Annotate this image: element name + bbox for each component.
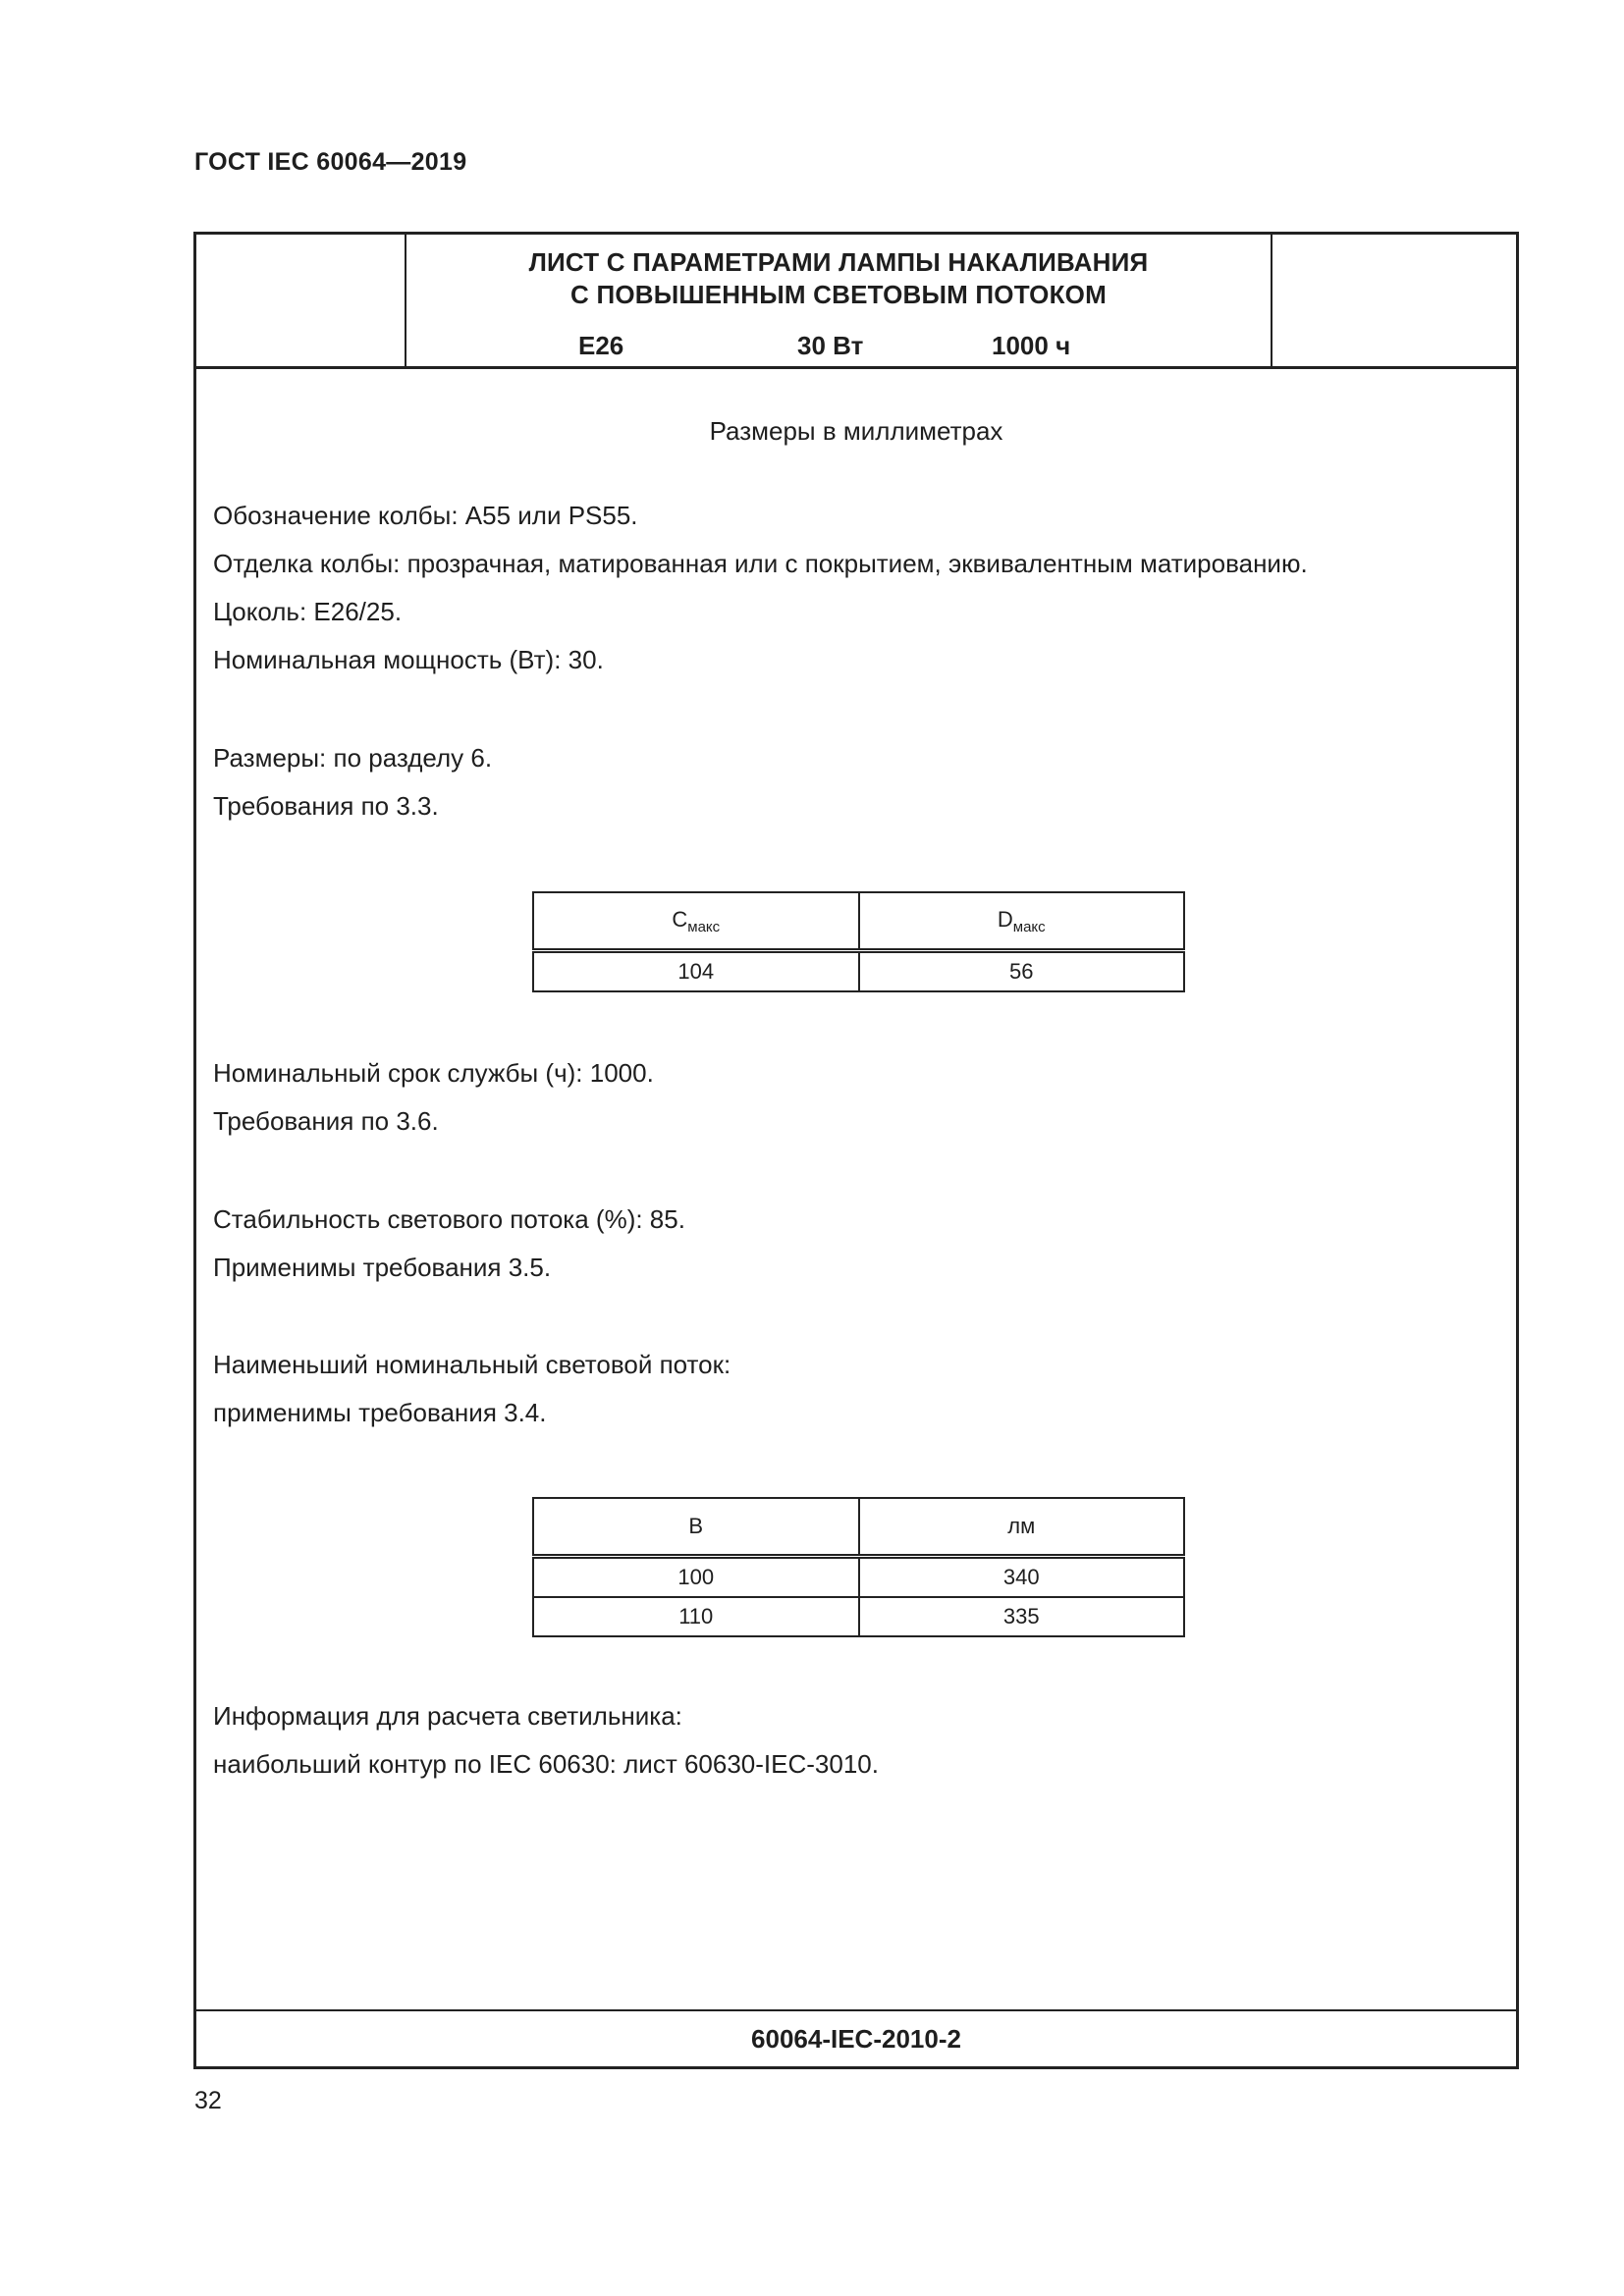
bulb-finish: Отделка колбы: прозрачная, матированная или с покрытием, эквивалентным матированию. (213, 549, 1308, 578)
table-header-row (533, 892, 1184, 951)
parameter-sheet-frame (193, 232, 1519, 2069)
header-left-cell (196, 235, 406, 366)
dimensions-table (532, 891, 1185, 992)
header-center-cell (406, 235, 1271, 366)
rated-life: Номинальный срок службы (ч): 1000. (213, 1058, 654, 1088)
lumen-value: 340 (859, 1557, 1185, 1598)
lumen-header: лм (859, 1498, 1185, 1557)
table-row (533, 1597, 1184, 1636)
flux-stability: Стабильность светового потока (%): 85. (213, 1204, 685, 1234)
cap-type: Цоколь: E26/25. (213, 597, 403, 626)
header-power: 30 Вт (797, 331, 864, 360)
d-max-header (859, 892, 1185, 951)
requirements-3-5: Применимы требования 3.5. (213, 1253, 552, 1282)
luminous-flux-table (532, 1497, 1185, 1637)
header-cap: E26 (578, 331, 624, 360)
units-note: Размеры в миллиметрах (709, 416, 1003, 446)
bulb-designation: Обозначение колбы: А55 или PS55. (213, 501, 638, 530)
d-letter: D (997, 906, 1013, 932)
table-row (533, 1557, 1184, 1598)
dimensions-ref: Размеры: по разделу 6. (213, 743, 493, 773)
c-letter: C (672, 906, 688, 932)
min-luminous-flux: Наименьший номинальный световой поток: (213, 1350, 731, 1379)
luminaire-info: Информация для расчета светильника: (213, 1701, 682, 1731)
document-header: ГОСТ IEC 60064—2019 (194, 148, 467, 176)
header-right-cell (1271, 235, 1516, 366)
header-life: 1000 ч (992, 331, 1071, 360)
sheet-code-footer: 60064-IEC-2010-2 (196, 2009, 1516, 2066)
table-header-row (533, 1498, 1184, 1557)
voltage-value: 110 (533, 1597, 859, 1636)
max-contour-ref: наибольший контур по IEC 60630: лист 60630-IEC-3010. (213, 1749, 879, 1779)
requirements-3-4: применимы требования 3.4. (213, 1398, 547, 1427)
sheet-header-row (196, 235, 1516, 369)
voltage-header: В (533, 1498, 859, 1557)
sheet-title: ЛИСТ С ПАРАМЕТРАМИ ЛАМПЫ НАКАЛИВАНИЯ С ПОВЫШЕННЫМ СВЕТОВЫМ ПОТОКОМ (528, 247, 1149, 309)
rated-power: Номинальная мощность (Вт): 30. (213, 645, 604, 674)
requirements-3-3: Требования по 3.3. (213, 791, 439, 821)
d-subscript: макс (1012, 918, 1046, 935)
d-max-value: 56 (859, 951, 1185, 992)
c-subscript: макс (687, 918, 721, 935)
requirements-3-6: Требования по 3.6. (213, 1106, 439, 1136)
c-max-value: 104 (533, 951, 859, 992)
voltage-value: 100 (533, 1557, 859, 1598)
table-row (533, 951, 1184, 992)
c-max-header (533, 892, 859, 951)
page-number: 32 (194, 2087, 222, 2114)
lumen-value: 335 (859, 1597, 1185, 1636)
